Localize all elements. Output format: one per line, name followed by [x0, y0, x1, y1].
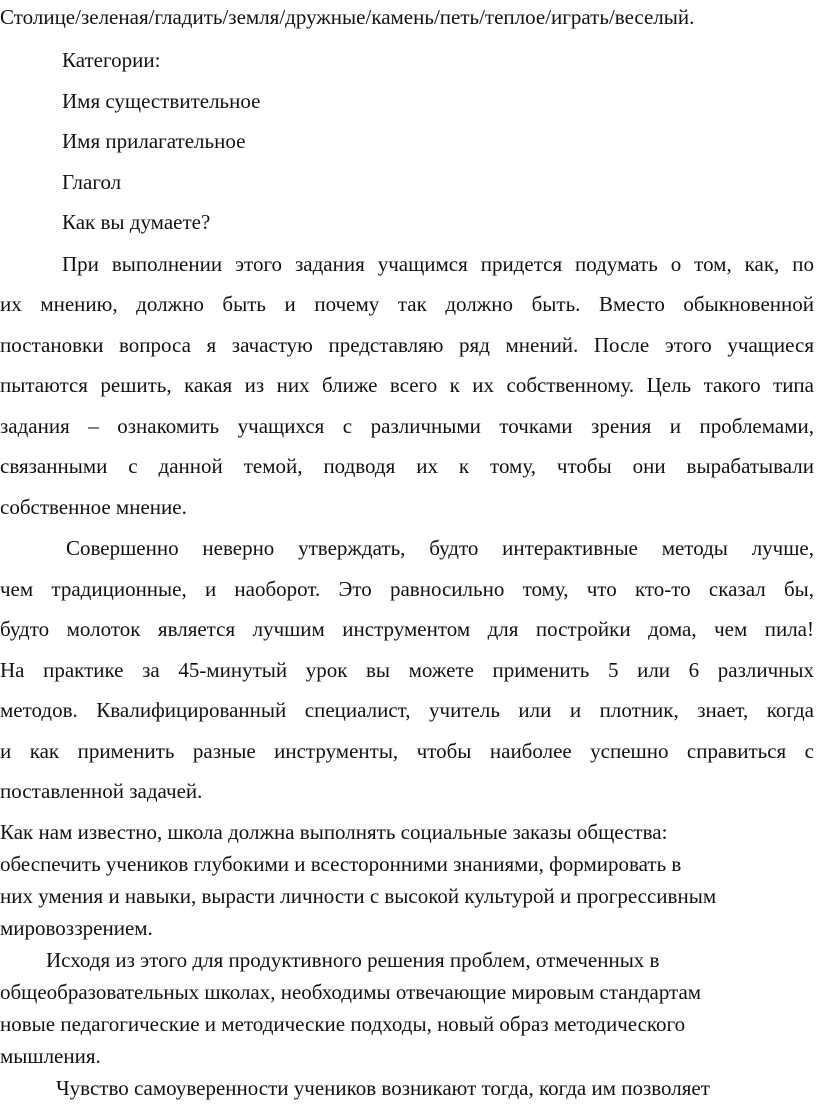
- paragraph4-line: Исходя из этого для продуктивного решения проблем, отмеченных в: [46, 948, 660, 972]
- paragraph1-line: пытаются решить, какая из них ближе всего к их собственному. Цель такого типа: [0, 373, 814, 397]
- question-line: Как вы думаете?: [62, 210, 211, 234]
- paragraph4-line: новые педагогические и методические подходы, новый образ методического: [0, 1012, 686, 1036]
- category-item-adjective: Имя прилагательное: [62, 129, 246, 153]
- paragraph2-line: методов. Квалифицированный специалист, учитель или и плотник, знает, когда: [0, 698, 814, 722]
- paragraph3-line: Как нам известно, школа должна выполнять социальные заказы общества:: [0, 820, 668, 844]
- paragraph4-line: общеобразовательных школах, необходимы отвечающие мировым стандартам: [0, 980, 702, 1004]
- paragraph3-line: мировоззрением.: [0, 916, 153, 940]
- paragraph2-line: поставленной задачей.: [0, 779, 203, 803]
- paragraph3-line: них умения и навыки, вырасти личности с высокой культурой и прогрессивным: [0, 884, 717, 908]
- categories-heading: Категории:: [62, 48, 161, 72]
- paragraph1-line: связанными с данной темой, подводя их к тому, чтобы они вырабатывали: [0, 454, 814, 478]
- paragraph1-line: При выполнении этого задания учащимся придется подумать о том, как, по: [62, 252, 814, 276]
- paragraph2-line: будто молоток является лучшим инструментом для постройки дома, чем пила!: [0, 617, 814, 641]
- paragraph1-line: постановки вопроса я зачастую представляю ряд мнений. После этого учащиеся: [0, 333, 814, 357]
- paragraph1-line: задания – ознакомить учащихся с различными точками зрения и проблемами,: [0, 414, 814, 438]
- paragraph2-line: Совершенно неверно утверждать, будто интерактивные методы лучше,: [66, 536, 814, 560]
- paragraph1-line: собственное мнение.: [0, 495, 187, 519]
- category-item-noun: Имя существительное: [62, 89, 261, 113]
- word-list-line: Столице/зеленая/гладить/земля/дружные/камень/петь/теплое/играть/веселый.: [0, 5, 695, 29]
- paragraph2-line: На практике за 45-минутый урок вы можете применить 5 или 6 различных: [0, 658, 814, 682]
- paragraph3-line: обеспечить учеников глубокими и всесторонними знаниями, формировать в: [0, 852, 682, 876]
- paragraph2-line: чем традиционные, и наоборот. Это равносильно тому, что кто-то сказал бы,: [0, 577, 814, 601]
- paragraph4-line: мышления.: [0, 1044, 101, 1068]
- paragraph2-line: и как применить разные инструменты, чтобы наиболее успешно справиться с: [0, 739, 814, 763]
- paragraph1-line: их мнению, должно быть и почему так должно быть. Вместо обыкновенной: [0, 292, 814, 316]
- category-item-verb: Глагол: [62, 170, 122, 194]
- paragraph5-line: Чувство самоуверенности учеников возникают тогда, когда им позволяет: [56, 1076, 710, 1100]
